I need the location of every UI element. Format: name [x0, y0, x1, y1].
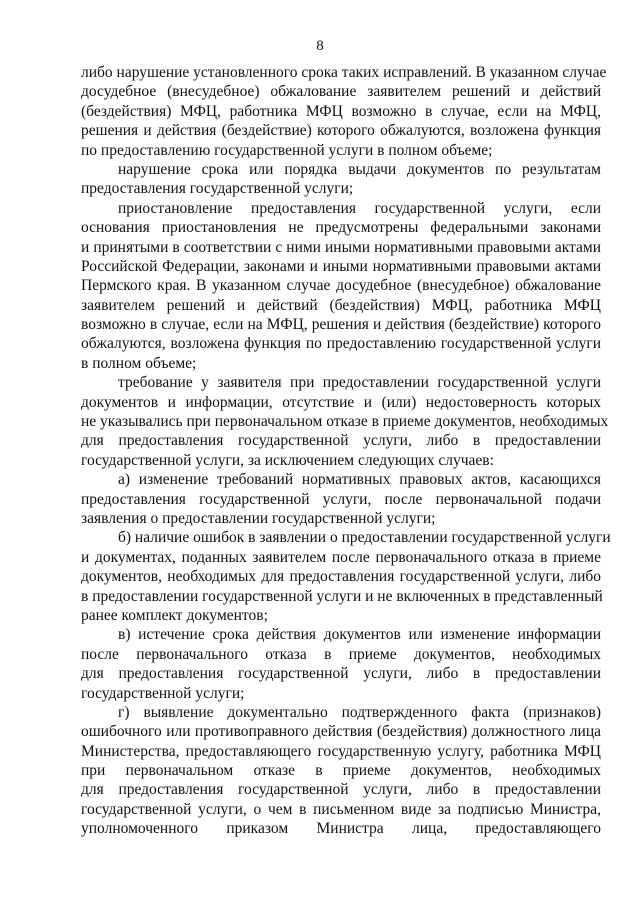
text-line: основания приостановления не предусмотрены федеральными законами	[81, 219, 601, 237]
text-line: ранее комплект документов;	[81, 606, 268, 624]
text-line: а) изменение требований нормативных правовых актов, касающихся	[118, 471, 601, 489]
text-line: (бездействия) МФЦ, работника МФЦ возможно в случае, если на МФЦ,	[81, 102, 601, 120]
text-line: документов и информации, отсутствие и (или) недостоверность которых	[81, 393, 601, 411]
text-line: в предоставлении государственной услуги и не включенных в представленный	[81, 587, 603, 605]
text-line: обжалуются, возложена функция по предоставлению государственной услуги	[81, 335, 601, 353]
text-line: предоставления государственной услуги;	[81, 180, 354, 198]
text-line: не указывались при первоначальном отказе в приеме документов, необходимых	[81, 413, 609, 431]
text-line: предоставления государственной услуги, после первоначальной подачи	[81, 490, 601, 508]
text-line: Пермского края. В указанном случае досудебное (внесудебное) обжалование	[81, 277, 601, 295]
text-line: возможно в случае, если на МФЦ, решения и действия (бездействие) которого	[81, 316, 601, 334]
text-line: заявления о предоставлении государственной услуги;	[81, 509, 436, 527]
text-line: документов, необходимых для предоставления государственной услуги, либо	[81, 568, 601, 586]
text-line: государственной услуги, о чем в письменном виде за подписью Министра,	[81, 800, 601, 818]
text-line: для предоставления государственной услуги, либо в предоставлении	[81, 781, 601, 799]
text-line: приостановление предоставления государственной услуги, если	[118, 199, 601, 217]
text-line: и принятыми в соответствии с ними иными нормативными правовыми актами	[81, 238, 601, 256]
text-line: и документах, поданных заявителем после первоначального отказа в приеме	[81, 548, 601, 566]
text-line: досудебное (внесудебное) обжалование заявителем решений и действий	[81, 83, 601, 101]
text-line: для предоставления государственной услуги, либо в предоставлении	[81, 665, 601, 683]
text-line: для предоставления государственной услуги, либо в предоставлении	[81, 432, 601, 450]
text-line: решения и действия (бездействие) которого обжалуются, возложена функция	[81, 122, 601, 140]
text-line: по предоставлению государственной услуги в полном объеме;	[81, 141, 493, 159]
text-line: Министерства, предоставляющего государственную услугу, работника МФЦ	[81, 742, 601, 760]
text-line: уполномоченного приказом Министра лица, предоставляющего	[81, 820, 601, 838]
text-line: требование у заявителя при предоставлении государственной услуги	[118, 374, 601, 392]
text-line: либо нарушение установленного срока таких исправлений. В указанном случае	[81, 64, 607, 81]
text-line: г) выявление документально подтвержденного факта (признаков)	[118, 703, 601, 721]
page-number: 8	[316, 38, 324, 54]
text-line: государственной услуги;	[81, 684, 245, 702]
text-line: заявителем решений и действий (бездействия) МФЦ, работника МФЦ	[81, 296, 601, 314]
text-line: б) наличие ошибок в заявлении о предоставлении государственной услуги	[118, 529, 611, 547]
text-line: Российской Федерации, законами и иными нормативными правовыми актами	[81, 257, 601, 275]
text-line: в полном объеме;	[81, 354, 197, 372]
document-body	[81, 63, 611, 839]
text-line: нарушение срока или порядка выдачи документов по результатам	[118, 160, 601, 178]
text-line: при первоначальном отказе в приеме документов, необходимых	[81, 762, 601, 780]
text-line: ошибочного или противоправного действия (бездействия) должностного лица	[81, 723, 601, 741]
text-line: в) истечение срока действия документов или изменение информации	[118, 626, 601, 644]
text-line: государственной услуги, за исключением следующих случаев:	[81, 451, 494, 469]
text-line: после первоначального отказа в приеме документов, необходимых	[81, 645, 601, 663]
